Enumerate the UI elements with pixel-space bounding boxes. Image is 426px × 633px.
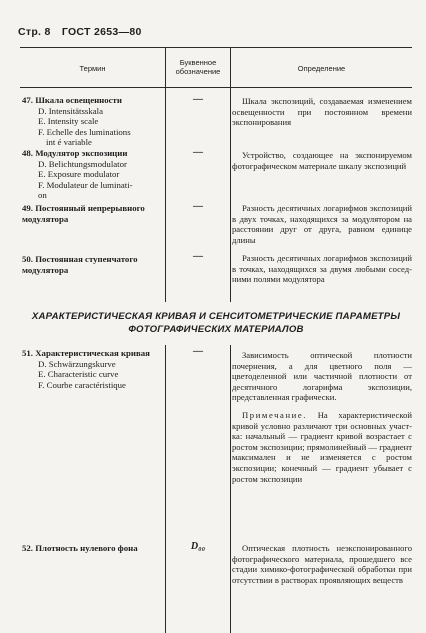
term-entry-49 [22, 203, 162, 224]
term-name: Характеристическая кривая [35, 348, 150, 358]
term-translation: F. Courbe caractéristique [38, 379, 126, 390]
section-heading: ХАРАКТЕРИСТИЧЕСКАЯ КРИВАЯ И СЕНСИТОМЕТРИЧЕСКИЕ ПАРАМЕТРЫ ФОТОГРАФИЧЕСКИХ МАТЕРИАЛОВ [31, 311, 401, 335]
term-translation: E. Exposure modulator [38, 169, 120, 180]
term-translation: D. Belichtungsmodulator [38, 158, 127, 169]
term-symbol: D₀₀ [190, 541, 206, 552]
table-header-rule [20, 87, 412, 88]
note-text: На характеристической кривой условно различают три основных участка: начальный — градиент кривой возрастает с ростом экспозиции; прямолинейный — градиент максимален и не изменяется с ростом экспозиции; конечный — градиент убывает с ростом экспозиции [232, 410, 412, 484]
term-translation: on [38, 190, 47, 201]
term-name: Постоянный непрерывного модулятора [22, 203, 145, 224]
term-translation: F. Modulateur de luminati- [38, 179, 133, 190]
term-translation: F. Echelle des luminations [38, 126, 131, 137]
column-divider-2b [230, 345, 231, 633]
term-name: Модулятор экспозиции [35, 148, 128, 158]
term-definition: Разность десятичных логарифмов экспозиций в двух точках, находящихся за модулятором на расстоянии друг от друга, равном единице длины [232, 203, 412, 245]
term-number: 50. [22, 254, 33, 264]
term-entry-48 [22, 148, 162, 201]
term-definition: Шкала экспозиций, создаваемая изменением освещенности при постоянном времени экспонирования [232, 96, 412, 128]
term-note [232, 410, 412, 484]
term-number: 51. [22, 348, 33, 358]
term-entry-52 [22, 543, 162, 554]
term-translation: D. Schwärzungskurve [38, 358, 116, 369]
term-name: Шкала освещенности [35, 95, 122, 105]
term-definition: Разность десятичных логарифмов экспозиций в точках, находящихся за двумя любыми соседними полями модулятора [232, 253, 412, 285]
column-divider-1 [165, 47, 166, 302]
column-header-definition: Определение [297, 64, 346, 73]
term-symbol: — [193, 94, 203, 105]
term-entry-51 [22, 348, 162, 390]
gost-number: ГОСТ 2653—80 [61, 26, 142, 38]
term-symbol: — [193, 346, 203, 357]
term-entry-47 [22, 95, 162, 148]
page-number: Стр. 8 [18, 26, 51, 38]
term-translation: E. Characteristic curve [38, 369, 119, 380]
term-number: 49. [22, 203, 33, 213]
term-definition: Устройство, создающее на экспонируемом фотографическом материале шкалу экспозиций [232, 150, 412, 171]
column-divider-1b [165, 345, 166, 633]
term-translation: D. Intensitätsskala [38, 105, 103, 116]
term-name: Постоянная ступенчатого модулятора [22, 254, 138, 275]
column-header-term: Термин [79, 64, 106, 73]
term-symbol: — [193, 201, 203, 212]
term-definition: Зависимость оптической плотности почернения, а для цветного поля — цветоделенной или частичной плотности от десятичного логарифма экспозиции, представленная графически. [232, 350, 412, 403]
term-symbol: — [193, 147, 203, 158]
term-number: 47. [22, 95, 33, 105]
term-translation: E. Intensity scale [38, 116, 99, 127]
table-top-rule [20, 47, 412, 48]
term-definition: Оптическая плотность неэкспонированного фотографического материала, прошедшего все стадии химико-фотографической обработки при отсутствии в растворах проявляющих веществ [232, 543, 412, 585]
term-translation: int é variable [46, 137, 92, 148]
column-divider-2 [230, 47, 231, 302]
term-entry-50 [22, 254, 162, 275]
term-number: 48. [22, 148, 33, 158]
column-header-symbol: Буквенное обозначение [175, 58, 221, 76]
term-symbol: — [193, 251, 203, 262]
term-name: Плотность нулевого фона [35, 543, 138, 553]
term-number: 52. [22, 543, 33, 553]
page-header [18, 26, 142, 38]
note-label: Примечание. [242, 410, 308, 420]
